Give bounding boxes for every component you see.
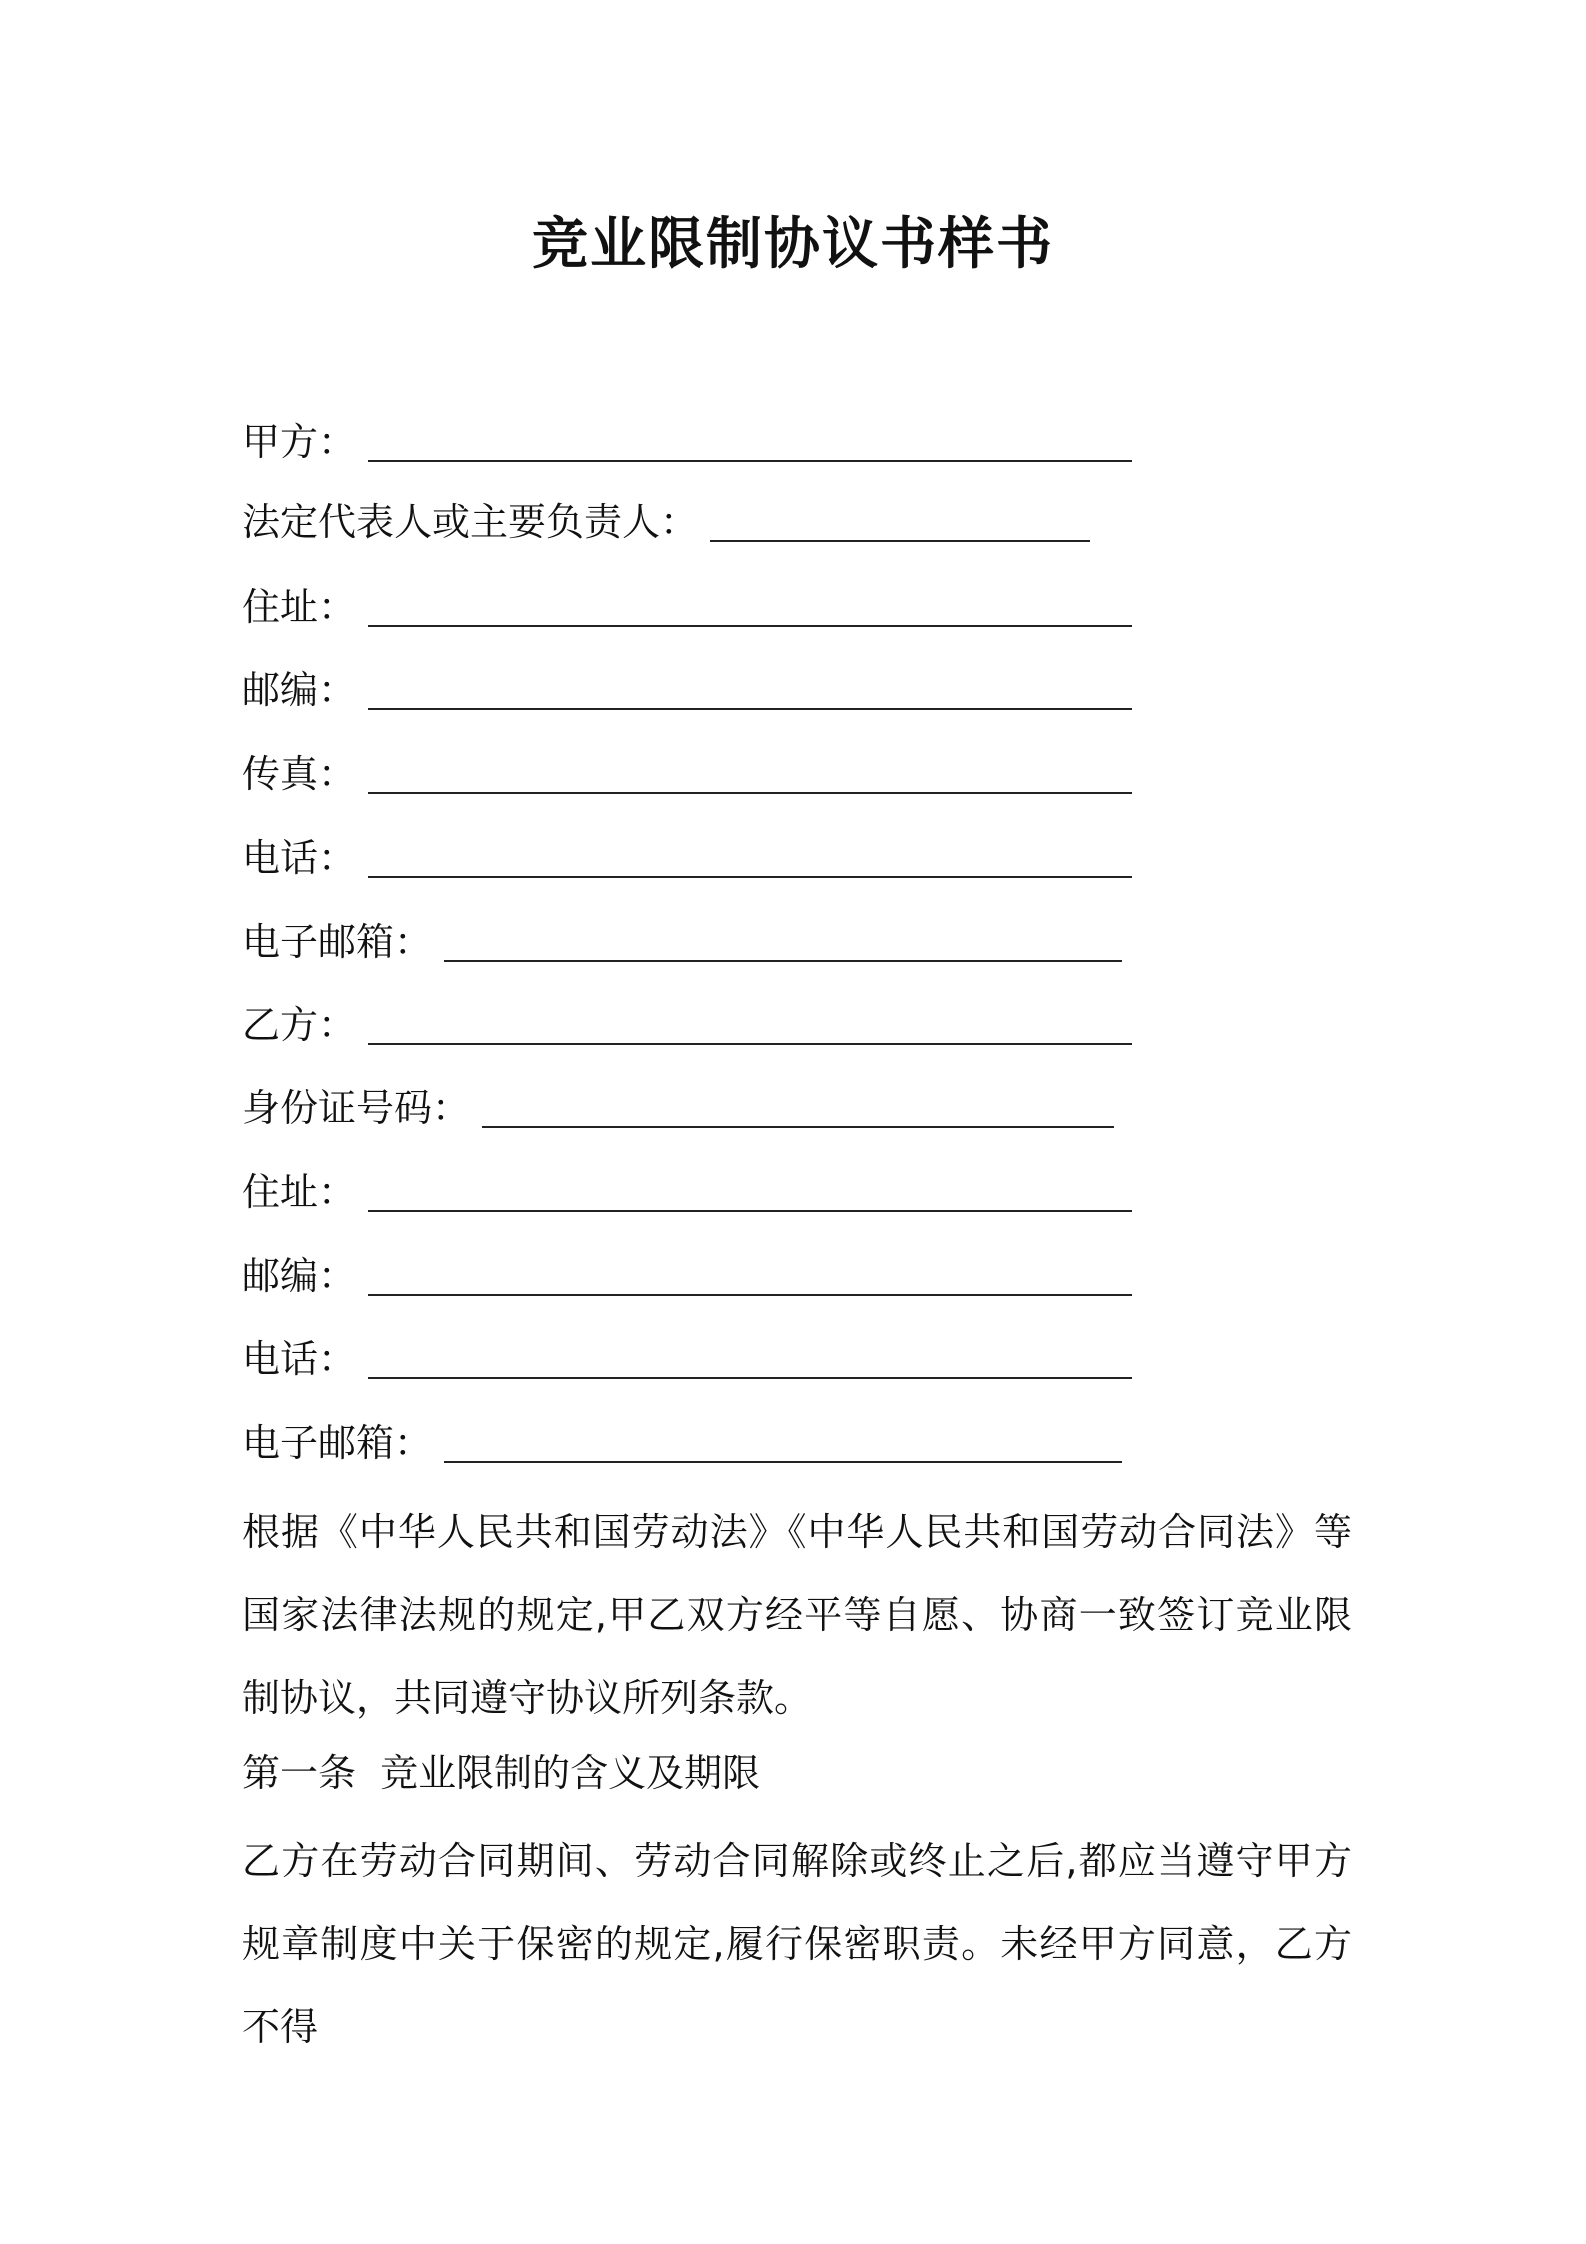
party-b-address-blank[interactable]	[368, 1210, 1132, 1212]
party-a-phone-blank[interactable]	[368, 876, 1132, 878]
party-a-phone-label: 电话：	[242, 836, 357, 880]
party-b-phone-blank[interactable]	[368, 1377, 1132, 1379]
article-1-heading: 第一条 竞业限制的含义及期限	[242, 1751, 761, 1795]
party-b-name-blank[interactable]	[368, 1043, 1132, 1045]
party-a-fax-blank[interactable]	[368, 792, 1132, 794]
party-a-phone-field	[242, 826, 1132, 886]
party-a-rep-blank[interactable]	[710, 540, 1090, 542]
party-b-phone-field	[242, 1327, 1132, 1387]
party-a-rep-field	[242, 490, 1090, 550]
party-b-phone-label: 电话：	[242, 1337, 357, 1381]
party-b-postcode-field	[242, 1244, 1132, 1304]
intro-paragraph: 根据《中华人民共和国劳动法》《中华人民共和国劳动合同法》等国家法律法规的规定,甲乙双方经平等自愿、协商一致签订竞业限制协议，共同遵守协议所列条款。	[242, 1510, 1352, 1720]
party-a-email-field	[242, 910, 1122, 970]
party-b-postcode-label: 邮编：	[242, 1254, 357, 1298]
party-a-address-blank[interactable]	[368, 625, 1132, 627]
party-a-name-field	[242, 410, 1132, 470]
party-b-id-label: 身份证号码：	[242, 1086, 471, 1130]
party-b-id-blank[interactable]	[482, 1126, 1114, 1128]
party-a-email-label: 电子邮箱：	[242, 920, 433, 964]
party-a-email-blank[interactable]	[444, 960, 1122, 962]
party-b-name-field	[242, 993, 1132, 1053]
party-a-postcode-blank[interactable]	[368, 708, 1132, 710]
party-a-name-label: 甲方：	[242, 420, 357, 464]
party-b-name-label: 乙方：	[242, 1003, 357, 1047]
party-a-fax-label: 传真：	[242, 752, 357, 796]
party-a-address-field	[242, 575, 1132, 635]
party-a-address-label: 住址：	[242, 585, 357, 629]
party-b-email-blank[interactable]	[444, 1461, 1122, 1463]
party-b-email-label: 电子邮箱：	[242, 1421, 433, 1465]
party-b-address-label: 住址：	[242, 1170, 357, 1214]
party-b-email-field	[242, 1411, 1122, 1471]
article-1-body: 乙方在劳动合同期间、劳动合同解除或终止之后,都应当遵守甲方规章制度中关于保密的规定,履行保密职责。未经甲方同意，乙方不得	[242, 1839, 1352, 2049]
party-b-address-field	[242, 1160, 1132, 1220]
party-b-postcode-blank[interactable]	[368, 1294, 1132, 1296]
party-a-postcode-label: 邮编：	[242, 668, 357, 712]
party-a-rep-label: 法定代表人或主要负责人：	[242, 500, 699, 544]
party-b-id-field	[242, 1076, 1114, 1136]
party-a-fax-field	[242, 742, 1132, 802]
party-a-name-blank[interactable]	[368, 460, 1132, 462]
party-a-postcode-field	[242, 658, 1132, 718]
document-title: 竞业限制协议书样书	[532, 212, 1054, 277]
